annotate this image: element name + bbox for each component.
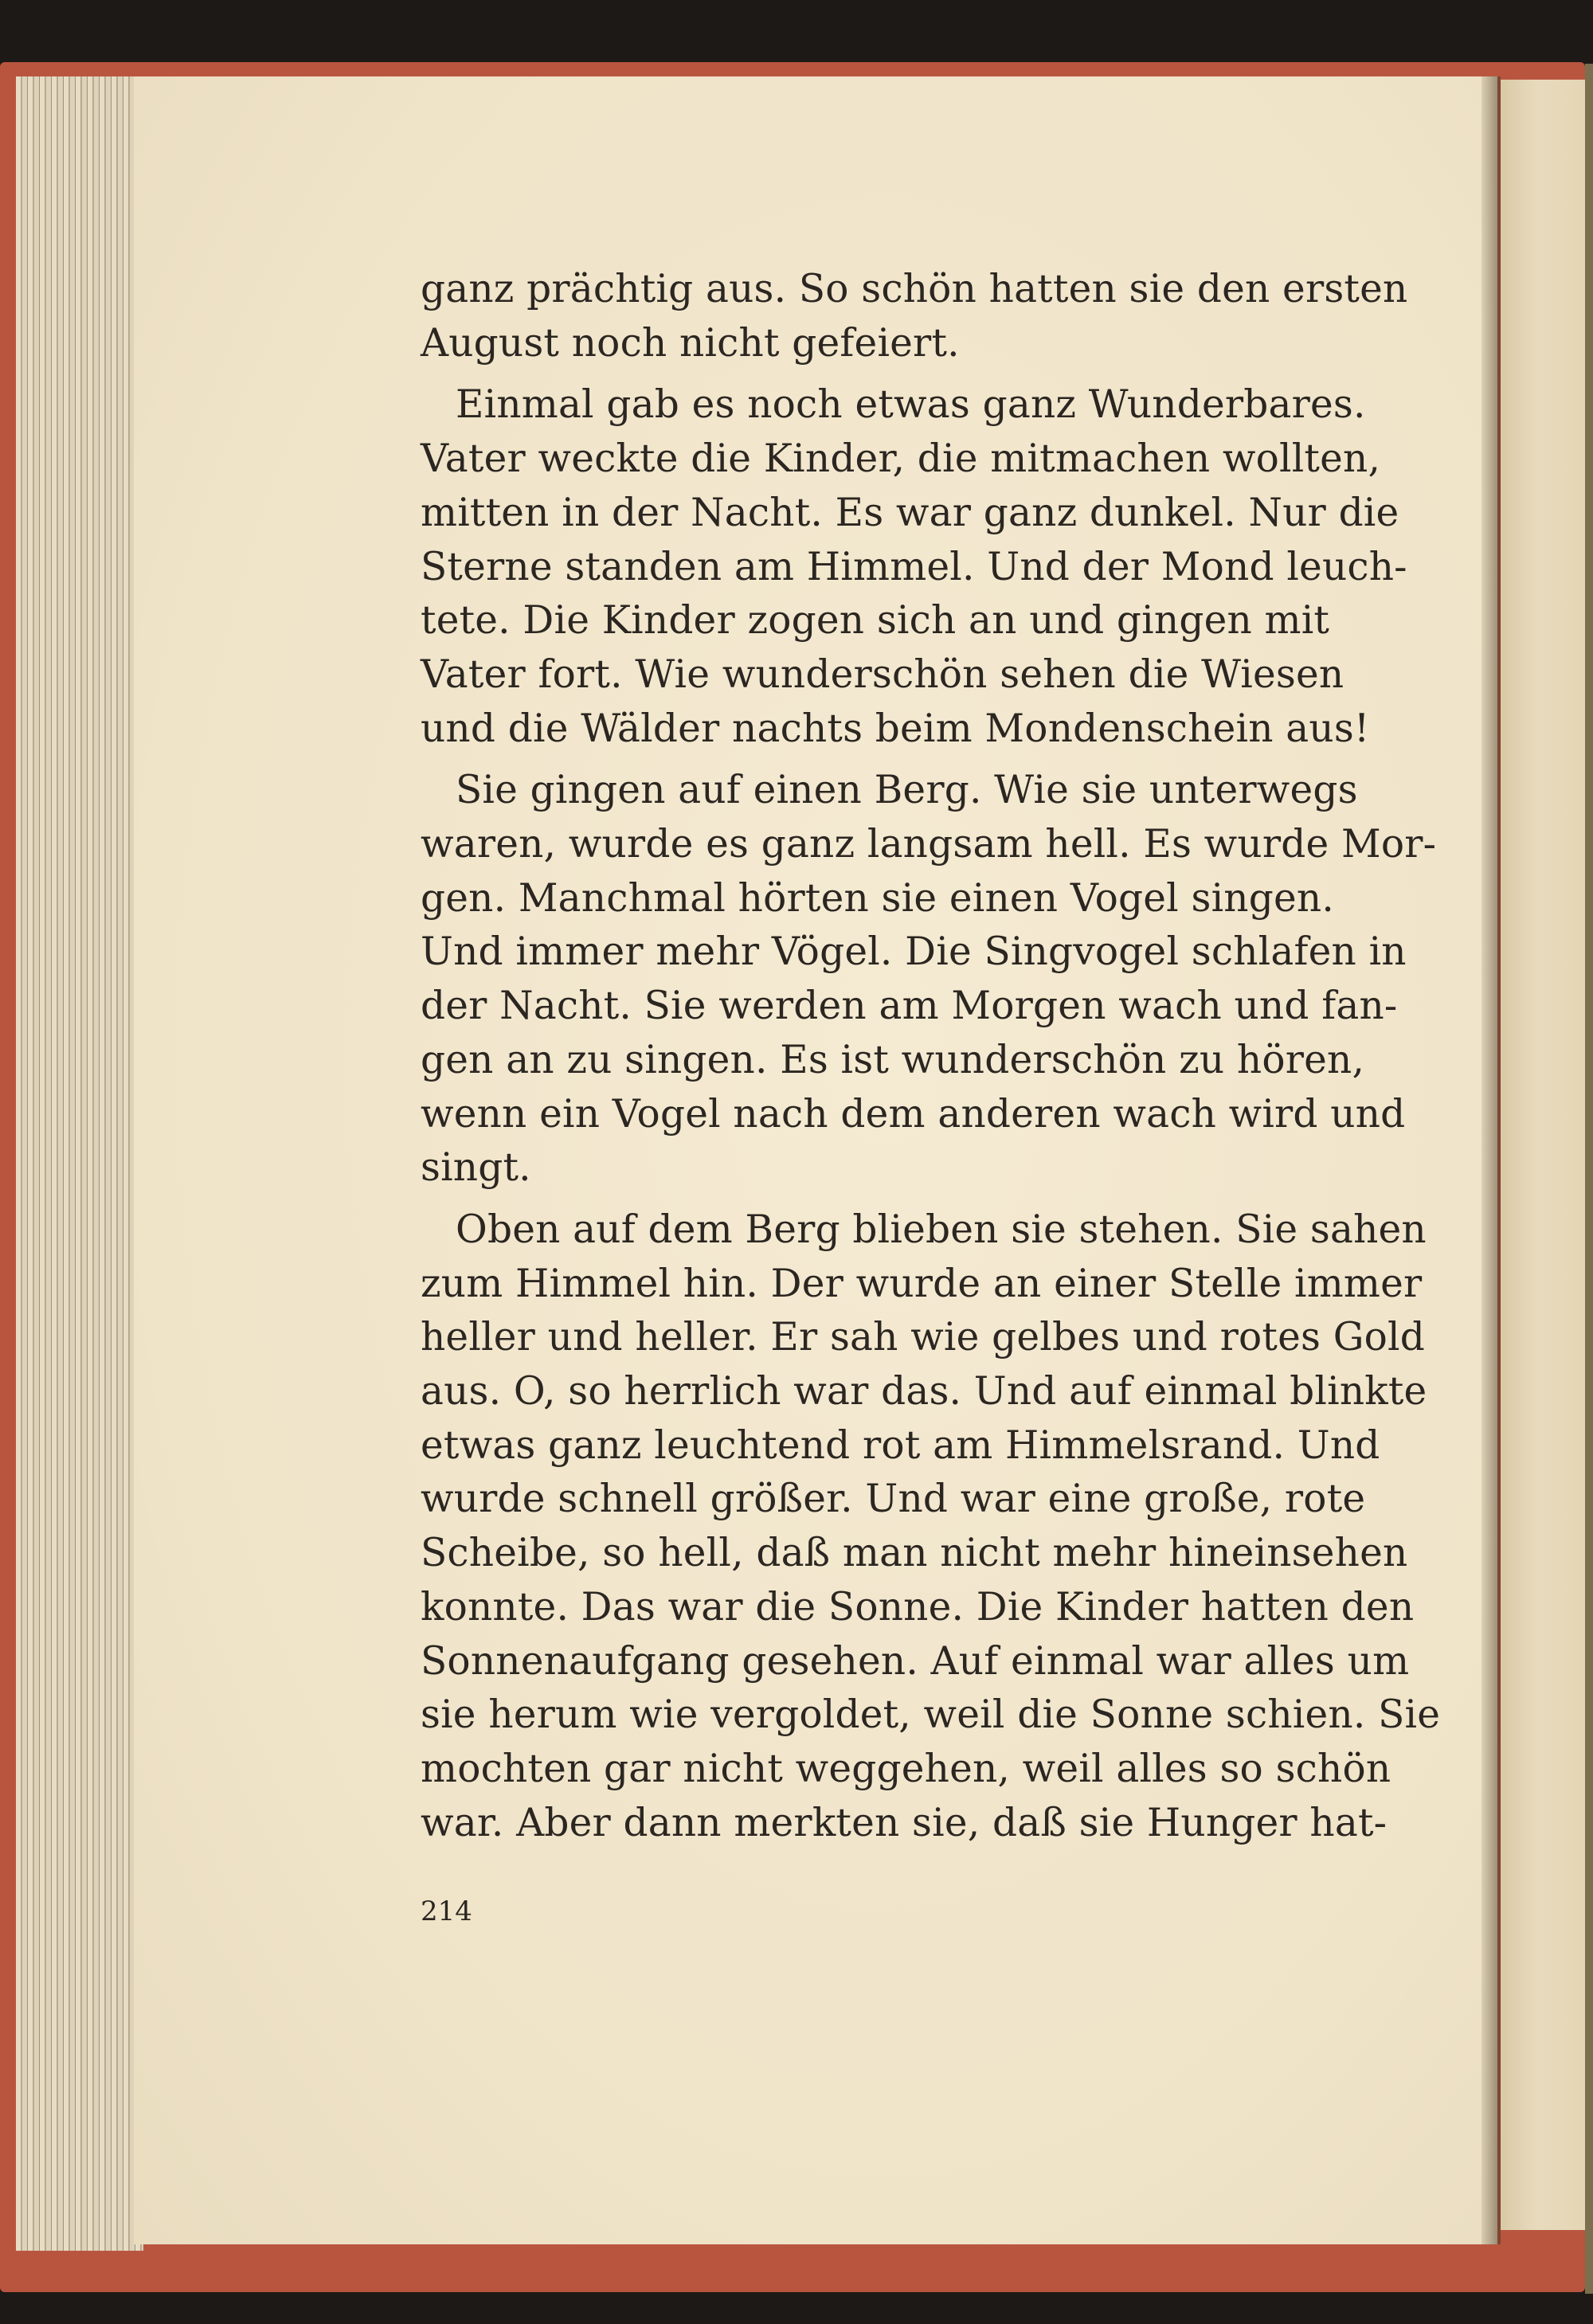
text-line: gen an zu singen. Es ist wunderschön zu hören, <box>421 1037 1365 1082</box>
page-gutter <box>1481 76 1501 2244</box>
facing-page-edge <box>1585 64 1593 2294</box>
page-stack-edges <box>16 76 143 2251</box>
text-line: mochten gar nicht weggehen, weil alles so schön <box>421 1746 1391 1791</box>
text-line: heller und heller. Er sah wie gelbes und rotes Gold <box>421 1315 1425 1360</box>
paragraph <box>421 263 1408 370</box>
text-line: Scheibe, so hell, daß man nicht mehr hineinsehen <box>421 1531 1408 1576</box>
body-text <box>421 263 1441 1850</box>
text-line: sie herum wie vergoldet, weil die Sonne schien. Sie <box>421 1692 1441 1738</box>
text-line: etwas ganz leuchtend rot am Himmelsrand. Und <box>421 1422 1380 1468</box>
text-line: August noch nicht gefeiert. <box>421 320 960 366</box>
paragraph <box>421 378 1407 756</box>
text-line: zum Himmel hin. Der wurde an einer Stelle immer <box>421 1261 1423 1306</box>
text-line: ganz prächtig aus. So schön hatten sie den ersten <box>421 267 1408 311</box>
text-line: singt. <box>421 1145 531 1191</box>
page-number: 214 <box>421 1896 472 1927</box>
text-line: konnte. Das war die Sonne. Die Kinder hatten den <box>421 1584 1415 1630</box>
text-line: der Nacht. Sie werden am Morgen wach und fan- <box>421 984 1398 1029</box>
text-line: wurde schnell größer. Und war eine große, rote <box>421 1477 1366 1522</box>
facing-page <box>1501 80 1593 2230</box>
paragraph <box>421 764 1437 1195</box>
text-line: Vater fort. Wie wunderschön sehen die Wiesen <box>421 651 1344 697</box>
text-line: Oben auf dem Berg blieben sie stehen. Sie sahen <box>456 1207 1427 1252</box>
text-line: gen. Manchmal hörten sie einen Vogel singen. <box>421 875 1334 921</box>
text-line: Sie gingen auf einen Berg. Wie sie unterwegs <box>456 768 1358 813</box>
text-line: tete. Die Kinder zogen sich an und gingen mit <box>421 598 1330 644</box>
text-line: und die Wälder nachts beim Mondenschein aus! <box>421 706 1370 751</box>
text-line: aus. O, so herrlich war das. Und auf einmal blinkte <box>421 1369 1427 1414</box>
paragraph <box>421 1203 1441 1850</box>
text-line: war. Aber dann merkten sie, daß sie Hunger hat- <box>421 1800 1388 1845</box>
text-line: Sterne standen am Himmel. Und der Mond leuch- <box>421 544 1407 589</box>
text-line: mitten in der Nacht. Es war ganz dunkel. Nur die <box>421 490 1399 535</box>
text-line: wenn ein Vogel nach dem anderen wach wird und <box>421 1091 1406 1137</box>
text-line: waren, wurde es ganz langsam hell. Es wurde Mor- <box>421 822 1437 867</box>
text-line: Sonnenaufgang gesehen. Auf einmal war alles um <box>421 1638 1410 1684</box>
text-line: Einmal gab es noch etwas ganz Wunderbares. <box>456 382 1366 428</box>
text-line: Vater weckte die Kinder, die mitmachen wollten, <box>421 436 1381 482</box>
text-line: Und immer mehr Vögel. Die Singvogel schlafen in <box>421 929 1407 975</box>
